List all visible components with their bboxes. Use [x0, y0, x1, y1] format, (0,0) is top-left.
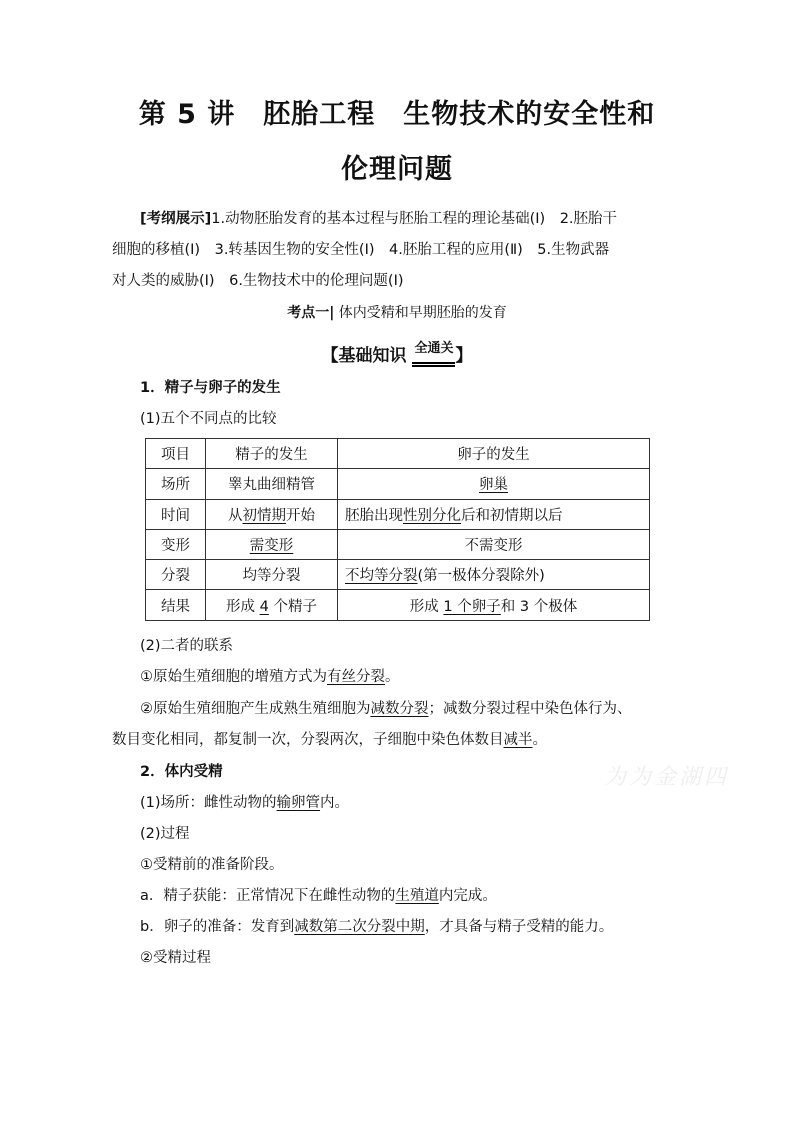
cell-sperm: 均等分裂 [206, 560, 338, 590]
section2-s1 [140, 796, 720, 811]
section2-s6: ②受精过程 [140, 950, 211, 966]
text: 。 [385, 669, 400, 685]
section1-p1 [140, 670, 720, 685]
cell-egg [338, 590, 650, 620]
underlined-text: 减数第二次分裂中期 [294, 919, 425, 935]
row-label: 结果 [146, 590, 206, 620]
watermark: 为为金湖四 [604, 765, 730, 790]
section2-heading: 2．体内受精 [140, 764, 223, 780]
cell-egg [338, 499, 650, 529]
text: ，才具备与精子受精的能力。 [424, 919, 614, 935]
section1-sub2: (2)二者的联系 [140, 638, 234, 654]
cell-sperm [206, 499, 338, 529]
text: 。 [532, 732, 547, 748]
text: ；减数分裂过程中染色体行为、 [428, 701, 632, 717]
text: 内完成。 [438, 888, 497, 904]
banner-close: 】 [455, 346, 473, 366]
row-label: 分裂 [146, 560, 206, 590]
kaodian-heading [0, 306, 794, 320]
cell-underlined: 1 个卵子 [443, 598, 501, 615]
text: a．精子获能：正常情况下在雌性动物的 [140, 888, 396, 904]
underlined-text: 输卵管 [276, 795, 321, 811]
table-row [146, 529, 650, 559]
text: ①原始生殖细胞的增殖方式为 [140, 669, 327, 685]
underlined-text: 有丝分裂 [327, 669, 385, 685]
outline-line1 [140, 212, 720, 227]
cell-text: 和 3 个极体 [500, 598, 578, 615]
cell-text: 个精子 [268, 598, 317, 615]
cell-sperm [206, 529, 338, 559]
underlined-text: 生殖道 [395, 888, 439, 904]
outline-line3: 对人类的威胁(Ⅰ) 6.生物技术中的伦理问题(Ⅰ) [112, 273, 404, 289]
table-header-egg: 卵子的发生 [338, 439, 650, 469]
table-header-row [146, 439, 650, 469]
cell-sperm [206, 590, 338, 620]
page-title-line2: 伦理问题 [341, 154, 453, 185]
cell-underlined: 不均等分裂 [345, 568, 418, 585]
banner-badge: 全通关 [412, 341, 455, 367]
cell-egg: 不需变形 [338, 529, 650, 559]
table-row [146, 499, 650, 529]
kaodian-label: 考点一| [287, 305, 335, 321]
cell-egg-underlined: 卵巢 [479, 477, 508, 494]
section2-s5 [140, 920, 720, 935]
row-label: 变形 [146, 529, 206, 559]
table-row [146, 469, 650, 499]
cell-text: 后和初情期以后 [461, 507, 563, 524]
text: 内。 [320, 795, 350, 811]
cell-text: 开始 [286, 507, 315, 524]
underlined-text: 减数分裂 [370, 701, 429, 717]
section2-s3: ①受精前的准备阶段。 [140, 857, 284, 873]
text: ②原始生殖细胞产生成熟生殖细胞为 [140, 701, 371, 717]
section-banner [0, 343, 794, 369]
section2-s4 [140, 889, 720, 904]
cell-underlined: 4 [259, 598, 269, 615]
table-row [146, 560, 650, 590]
section1-p2 [140, 702, 720, 717]
cell-egg [338, 560, 650, 590]
table-header-item: 项目 [146, 439, 206, 469]
outline-text1: 1.动物胚胎发育的基本过程与胚胎工程的理论基础(Ⅰ) 2.胚胎干 [211, 211, 618, 227]
cell-text: 形成 [409, 598, 444, 615]
text: 数目变化相同，都复制一次，分裂两次，子细胞中染色体数目 [112, 732, 504, 748]
cell-egg [338, 469, 650, 499]
kaodian-text: 体内受精和早期胚胎的发育 [334, 305, 507, 321]
outline-label: [考纲展示] [140, 211, 212, 227]
section2-s2: (2)过程 [140, 826, 190, 842]
cell-underlined: 性别分化 [403, 507, 461, 524]
outline-line2: 细胞的移植(Ⅰ) 3.转基因生物的安全性(Ⅰ) 4.胚胎工程的应用(Ⅱ) 5.生物武器 [112, 242, 610, 258]
table-header-sperm: 精子的发生 [206, 439, 338, 469]
cell-text: 胚胎出现 [345, 507, 403, 524]
section1-p3 [112, 733, 692, 748]
row-label: 时间 [146, 499, 206, 529]
cell-text: 形成 [226, 598, 260, 615]
cell-sperm: 睾丸曲细精管 [206, 469, 338, 499]
section1-heading: 1．精子与卵子的发生 [140, 380, 281, 396]
row-label: 场所 [146, 469, 206, 499]
section1-sub1: (1)五个不同点的比较 [140, 411, 277, 427]
cell-underlined: 需变形 [249, 538, 294, 555]
comparison-table [145, 438, 650, 621]
cell-text: (第一极体分裂除外) [417, 568, 545, 585]
table-row [146, 590, 650, 620]
text: (1)场所：雌性动物的 [140, 795, 277, 811]
text: b．卵子的准备：发育到 [140, 919, 295, 935]
cell-text: 从 [228, 507, 243, 524]
banner-open: 【基础知识 [321, 346, 413, 366]
cell-underlined: 初情期 [242, 507, 286, 524]
page-title-line1: 第 5 讲 胚胎工程 生物技术的安全性和 [138, 99, 656, 130]
underlined-text: 减半 [503, 732, 533, 748]
